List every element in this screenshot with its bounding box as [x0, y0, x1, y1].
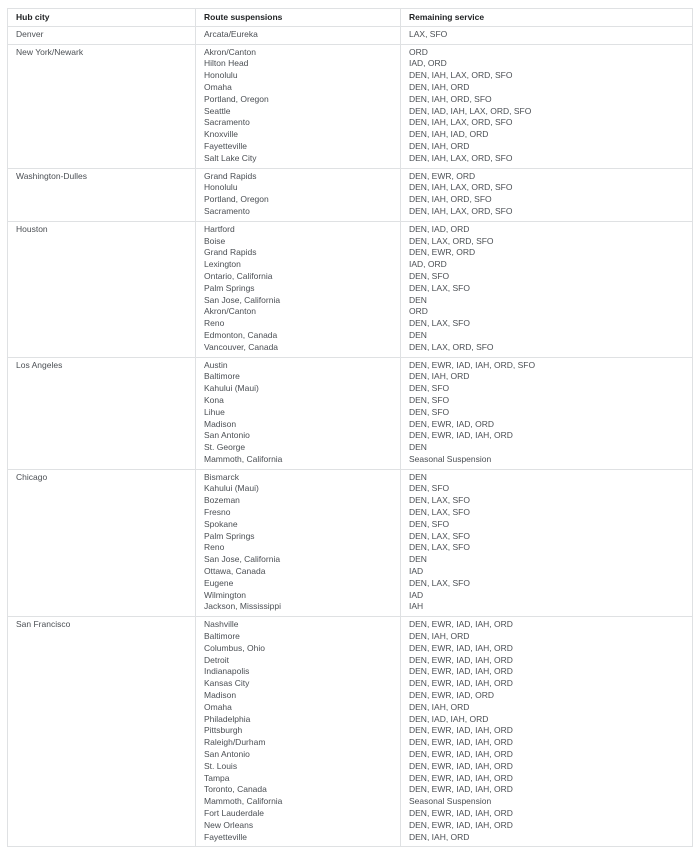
route-name: New Orleans	[204, 819, 254, 830]
remaining-service-value: DEN	[409, 294, 427, 305]
remaining-service-value: DEN, IAD, ORD	[409, 223, 470, 234]
route-name: Kahului (Maui)	[204, 483, 259, 494]
route-name: Portland, Oregon	[204, 194, 269, 205]
remaining-service-cell	[401, 221, 693, 357]
route-name: Detroit	[204, 654, 230, 665]
hub-row	[8, 357, 693, 469]
remaining-service-value: DEN, EWR, IAD, IAH, ORD	[409, 666, 513, 677]
route-name: Madison	[204, 418, 237, 429]
route-name: Kona	[204, 394, 224, 405]
route-name: Edmonton, Canada	[204, 329, 278, 340]
remaining-service-value: DEN, IAH, ORD	[409, 371, 470, 382]
hub-city-cell: New York/Newark	[8, 44, 196, 168]
route-name: Philadelphia	[204, 713, 251, 724]
route-name: Reno	[204, 318, 225, 329]
column-header-remaining-service: Remaining service	[401, 9, 693, 27]
route-name: Raleigh/Durham	[204, 737, 266, 748]
remaining-service-value: DEN, IAH, ORD	[409, 81, 470, 92]
remaining-service-value: DEN, LAX, ORD, SFO	[409, 341, 494, 352]
hub-city-cell: Houston	[8, 221, 196, 357]
remaining-service-value: DEN, IAD, IAH, ORD	[409, 713, 489, 724]
route-name: Portland, Oregon	[204, 93, 269, 104]
remaining-service-value: ORD	[409, 306, 428, 317]
remaining-service-value: Seasonal Suspension	[409, 796, 492, 807]
hub-row	[8, 44, 693, 168]
remaining-service-value: DEN	[409, 471, 427, 482]
route-name: Sacramento	[204, 117, 250, 128]
route-name: Austin	[204, 359, 228, 370]
remaining-service-value: IAH	[409, 601, 424, 612]
hub-row	[8, 617, 693, 847]
remaining-service-cell	[401, 617, 693, 847]
remaining-service-value: DEN, EWR, IAD, IAH, ORD	[409, 619, 513, 630]
route-suspensions-table	[7, 8, 693, 847]
remaining-service-cell	[401, 469, 693, 617]
remaining-service-value: DEN, IAH, ORD	[409, 831, 470, 842]
remaining-service-value: DEN, EWR, IAD, ORD	[409, 418, 495, 429]
route-name: Pittsburgh	[204, 725, 243, 736]
route-name: Eugene	[204, 577, 234, 588]
route-name: Lihue	[204, 406, 225, 417]
remaining-service-value: DEN, EWR, IAD, IAH, ORD	[409, 749, 513, 760]
route-name: Palm Springs	[204, 530, 255, 541]
remaining-service-value: DEN, SFO	[409, 483, 450, 494]
remaining-service-value: IAD	[409, 589, 424, 600]
remaining-service-value: DEN, EWR, IAD, IAH, ORD	[409, 772, 513, 783]
route-name: Wilmington	[204, 589, 247, 600]
remaining-service-value: DEN, IAH, ORD	[409, 631, 470, 642]
remaining-service-value: DEN, LAX, SFO	[409, 507, 470, 518]
remaining-service-value: DEN, EWR, IAD, IAH, ORD	[409, 784, 513, 795]
route-name: Tampa	[204, 772, 230, 783]
remaining-service-value: DEN	[409, 329, 427, 340]
route-name: Omaha	[204, 701, 232, 712]
route-name: Mammoth, California	[204, 796, 283, 807]
remaining-service-value: DEN, IAH, LAX, ORD, SFO	[409, 182, 513, 193]
route-suspensions-cell	[196, 44, 401, 168]
remaining-service-cell	[401, 26, 693, 44]
remaining-service-value: DEN, EWR, IAD, IAH, ORD	[409, 808, 513, 818]
remaining-service-value: IAD, ORD	[409, 259, 447, 270]
route-name: Kahului (Maui)	[204, 383, 259, 394]
route-name: Indianapolis	[204, 666, 250, 677]
route-name: St. George	[204, 442, 246, 453]
remaining-service-cell	[401, 44, 693, 168]
route-name: Omaha	[204, 81, 232, 92]
remaining-service-value: DEN, IAH, ORD	[409, 140, 470, 151]
column-header-route-suspensions: Route suspensions	[196, 9, 401, 27]
remaining-service-cell	[401, 168, 693, 221]
route-suspensions-cell	[196, 26, 401, 44]
remaining-service-value: DEN, EWR, IAD, IAH, ORD	[409, 819, 513, 830]
remaining-service-value: DEN, EWR, IAD, IAH, ORD	[409, 737, 513, 748]
header-row	[8, 9, 693, 27]
remaining-service-value: DEN, LAX, SFO	[409, 282, 470, 293]
route-name: Ottawa, Canada	[204, 566, 266, 577]
route-name: St. Louis	[204, 760, 238, 771]
remaining-service-value: DEN, SFO	[409, 518, 450, 529]
remaining-service-value: DEN	[409, 442, 427, 453]
hub-city-cell: San Francisco	[8, 617, 196, 847]
remaining-service-value: IAD, ORD	[409, 58, 447, 69]
route-name: Akron/Canton	[204, 306, 256, 317]
route-name: Baltimore	[204, 371, 240, 382]
hub-city-cell: Los Angeles	[8, 357, 196, 469]
remaining-service-value: DEN, EWR, IAD, IAH, ORD	[409, 760, 513, 771]
route-name: Grand Rapids	[204, 247, 257, 258]
route-name: Hartford	[204, 223, 235, 234]
route-name: Fresno	[204, 507, 231, 518]
route-name: Honolulu	[204, 182, 238, 193]
remaining-service-value: DEN, IAH, LAX, ORD, SFO	[409, 70, 513, 81]
remaining-service-value: DEN, EWR, ORD	[409, 170, 476, 181]
remaining-service-value: DEN, LAX, ORD, SFO	[409, 235, 494, 246]
route-suspensions-cell	[196, 168, 401, 221]
route-name: Honolulu	[204, 70, 238, 81]
remaining-service-value: DEN, EWR, IAD, IAH, ORD	[409, 654, 513, 665]
table-body	[8, 26, 693, 847]
route-name: Boise	[204, 235, 226, 246]
remaining-service-value: DEN, IAH, ORD, SFO	[409, 194, 492, 205]
route-name: Vancouver, Canada	[204, 341, 279, 352]
route-name: Columbus, Ohio	[204, 642, 265, 653]
remaining-service-value: DEN, SFO	[409, 383, 450, 394]
remaining-service-value: DEN, SFO	[409, 394, 450, 405]
route-suspensions-cell	[196, 617, 401, 847]
hub-city-cell: Washington-Dulles	[8, 168, 196, 221]
route-suspensions-cell	[196, 469, 401, 617]
remaining-service-value: DEN, IAH, LAX, ORD, SFO	[409, 205, 513, 216]
route-name: San Antonio	[204, 430, 250, 441]
remaining-service-value: DEN, IAH, ORD, SFO	[409, 93, 492, 104]
column-header-hub-city: Hub city	[8, 9, 196, 27]
route-name: Sacramento	[204, 205, 250, 216]
hub-row	[8, 26, 693, 44]
hub-row	[8, 168, 693, 221]
remaining-service-value: DEN	[409, 554, 427, 565]
remaining-service-value: DEN, EWR, IAD, IAH, ORD	[409, 642, 513, 653]
route-name: Madison	[204, 690, 237, 701]
remaining-service-value: DEN, IAH, LAX, ORD, SFO	[409, 117, 513, 128]
remaining-service-value: DEN, LAX, SFO	[409, 530, 470, 541]
remaining-service-value: Seasonal Suspension	[409, 453, 492, 464]
hub-city-cell: Chicago	[8, 469, 196, 617]
route-name: Reno	[204, 542, 225, 553]
remaining-service-value: DEN, EWR, IAD, IAH, ORD, SFO	[409, 359, 536, 370]
route-name: San Jose, California	[204, 554, 281, 565]
route-name: Baltimore	[204, 631, 240, 642]
route-name: Fort Lauderdale	[204, 808, 265, 818]
route-name: Jackson, Mississippi	[204, 601, 281, 612]
hub-row	[8, 221, 693, 357]
hub-city-cell: Denver	[8, 26, 196, 44]
remaining-service-value: DEN, LAX, SFO	[409, 495, 470, 506]
route-name: Fayetteville	[204, 140, 247, 151]
remaining-service-value: DEN, LAX, SFO	[409, 318, 470, 329]
remaining-service-value: DEN, EWR, IAD, IAH, ORD	[409, 725, 513, 736]
route-name: San Antonio	[204, 749, 250, 760]
remaining-service-value: DEN, IAH, LAX, ORD, SFO	[409, 152, 513, 163]
remaining-service-value: DEN, SFO	[409, 270, 450, 281]
route-name: Grand Rapids	[204, 170, 257, 181]
remaining-service-value: IAD	[409, 566, 424, 577]
route-name: Toronto, Canada	[204, 784, 267, 795]
remaining-service-value: DEN, EWR, IAD, ORD	[409, 690, 495, 701]
table-header	[8, 9, 693, 27]
route-name: Lexington	[204, 259, 241, 270]
remaining-service-value: LAX, SFO	[409, 28, 448, 39]
remaining-service-value: DEN, EWR, IAD, IAH, ORD	[409, 430, 513, 441]
remaining-service-value: DEN, IAH, IAD, ORD	[409, 129, 489, 140]
route-name: Knoxville	[204, 129, 239, 140]
remaining-service-value: ORD	[409, 46, 428, 57]
route-name: San Jose, California	[204, 294, 281, 305]
route-name: Kansas City	[204, 678, 250, 689]
remaining-service-value: DEN, LAX, SFO	[409, 577, 470, 588]
remaining-service-value: DEN, SFO	[409, 406, 450, 417]
route-name: Salt Lake City	[204, 152, 257, 163]
route-name: Palm Springs	[204, 282, 255, 293]
route-name: Spokane	[204, 518, 238, 529]
route-name: Nashville	[204, 619, 239, 630]
route-name: Fayetteville	[204, 831, 247, 842]
route-name: Ontario, California	[204, 270, 273, 281]
hub-row	[8, 469, 693, 617]
route-name: Akron/Canton	[204, 46, 256, 57]
remaining-service-value: DEN, LAX, SFO	[409, 542, 470, 553]
remaining-service-cell	[401, 357, 693, 469]
remaining-service-value: DEN, IAD, IAH, LAX, ORD, SFO	[409, 105, 532, 116]
route-name: Seattle	[204, 105, 231, 116]
remaining-service-value: DEN, EWR, IAD, IAH, ORD	[409, 678, 513, 689]
route-suspensions-cell	[196, 357, 401, 469]
route-name: Bozeman	[204, 495, 240, 506]
route-name: Bismarck	[204, 471, 239, 482]
route-name: Mammoth, California	[204, 453, 283, 464]
remaining-service-value: DEN, EWR, ORD	[409, 247, 476, 258]
route-name: Hilton Head	[204, 58, 249, 69]
route-suspensions-cell	[196, 221, 401, 357]
remaining-service-value: DEN, IAH, ORD	[409, 701, 470, 712]
route-name: Arcata/Eureka	[204, 28, 258, 39]
